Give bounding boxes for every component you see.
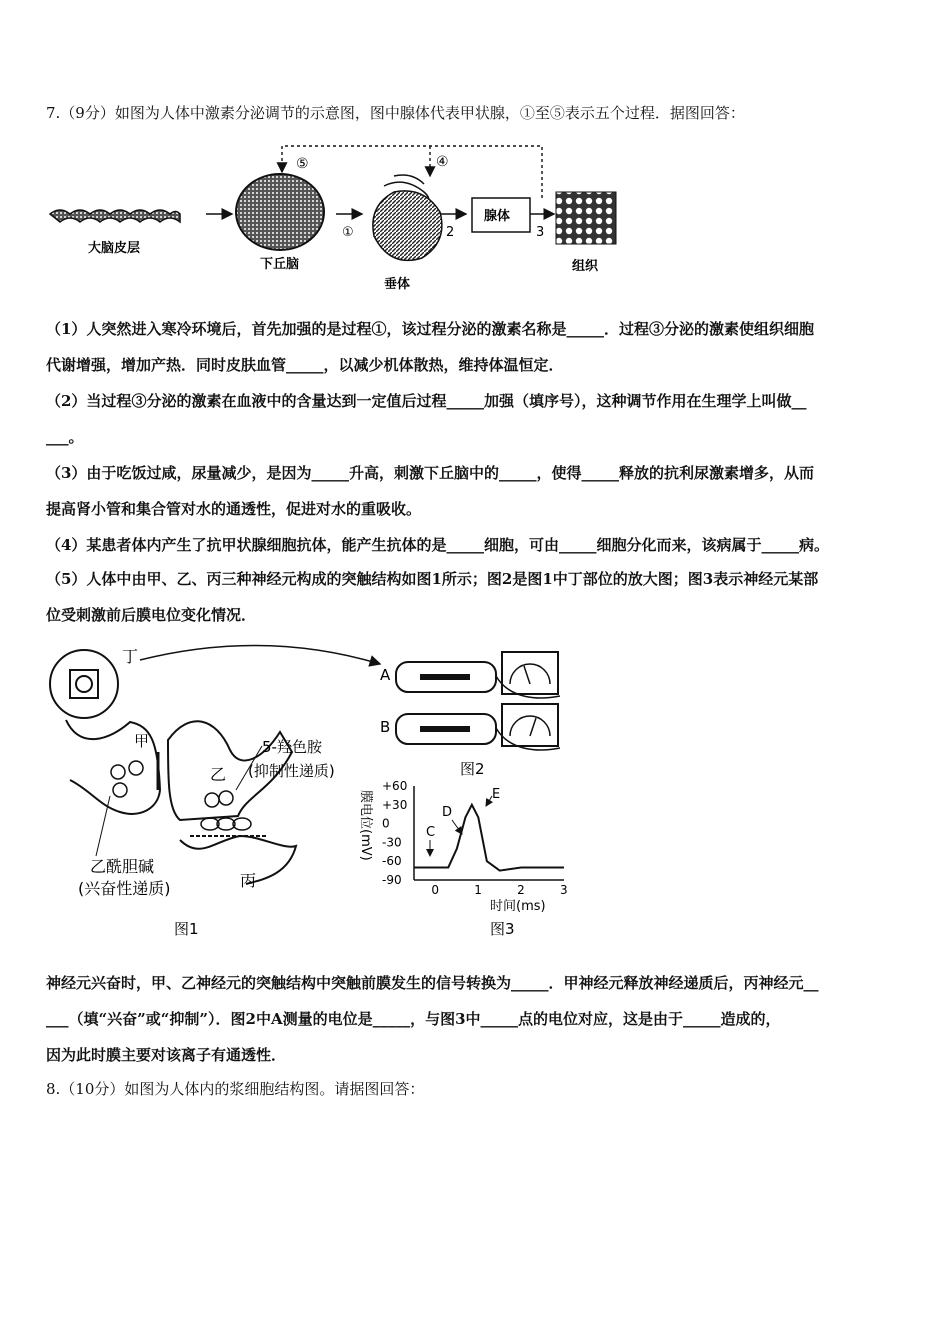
- process-4-label: ④: [436, 154, 449, 170]
- tissue-shape: [556, 192, 616, 244]
- q8-stem: 8.（10分）如图为人体内的浆细胞结构图。请据图回答：: [46, 1080, 425, 1098]
- q7-part4-line1: （4）某患者体内产生了抗甲状腺细胞抗体，能产生抗体的是_____细胞，可由_____细胞分化而来，该病属于_____病。: [46, 536, 829, 554]
- gland-label: 腺体: [484, 209, 511, 224]
- q7-tail-line2: ___（填“兴奋”或“抑制”）．图2中A测量的电位是_____，与图3中_____点的电位对应，这是由于_____造成的，: [46, 1010, 781, 1028]
- fig3-xlabel: 时间(ms): [490, 899, 546, 914]
- hormone-regulation-diagram: [44, 136, 644, 296]
- bing-label: 丙: [240, 871, 257, 890]
- q7-part2-line2: ___。: [46, 428, 84, 446]
- cortex-shape: [50, 210, 180, 222]
- fig3-ytick-label: -90: [382, 873, 402, 887]
- pituitary-label: 垂体: [384, 277, 411, 292]
- jia-label: 甲: [134, 732, 150, 750]
- feedback-5-line: [282, 146, 542, 198]
- serotonin-note: (抑制性递质): [248, 762, 335, 780]
- ding-circle: [50, 650, 118, 718]
- fig3-chart: [358, 779, 568, 938]
- serotonin-label: 5-羟色胺: [262, 738, 322, 756]
- hypothalamus-label: 下丘脑: [260, 257, 300, 272]
- fig3-ytick-label: -60: [382, 854, 402, 869]
- hypothalamus-shape: [236, 174, 324, 250]
- q7-stem: 7.（9分）如图为人体中激素分泌调节的示意图，图中腺体代表甲状腺，①至⑤表示五个过程．据图回答：: [46, 104, 745, 122]
- fig2-A-label: A: [380, 666, 391, 684]
- neuron-bing: [180, 836, 296, 884]
- process-3-label: 3: [536, 225, 545, 240]
- q7-part1-line2: 代谢增强，增加产热．同时皮肤血管_____，以减少机体散热，维持体温恒定．: [46, 356, 564, 374]
- fig3-xtick-label: 1: [474, 883, 482, 897]
- fig3-xtick-label: 2: [517, 883, 525, 897]
- fig3-xtick-label: 3: [560, 883, 568, 897]
- fig2-B-label: B: [380, 718, 391, 736]
- fig3-ytick-label: 0: [382, 816, 390, 831]
- process-1-label: ①: [342, 225, 354, 240]
- process-5-label: ⑤: [296, 156, 309, 172]
- tissue-label: 组织: [572, 259, 599, 274]
- q7-tail-line3: 因为此时膜主要对该离子有通透性．: [46, 1046, 287, 1064]
- fig3-ytick-label: -30: [382, 835, 402, 850]
- fig3-D-label: D: [442, 805, 453, 820]
- fig3-ytick-label: +30: [382, 797, 408, 812]
- fig3-xtick-label: 0: [431, 883, 440, 897]
- fig1-label: 图1: [174, 920, 199, 938]
- ach-label: 乙酰胆碱: [90, 857, 155, 876]
- fig3-series-line: [414, 805, 564, 871]
- pituitary-shape: [373, 191, 442, 261]
- q7-part3-line2: 提高肾小管和集合管对水的通透性，促进对水的重吸收。: [46, 500, 422, 518]
- synapse-figures: [40, 640, 580, 945]
- q7-part5-line1: （5）人体中由甲、乙、丙三种神经元构成的突触结构如图1所示；图2是图1中丁部位的放大图；图3表示神经元某部: [46, 570, 819, 588]
- q7-part3-line1: （3）由于吃饭过咸，尿量减少，是因为_____升高，刺激下丘脑中的_____，使得_____释放的抗利尿激素增多，从而: [46, 464, 814, 482]
- q7-part5-line2: 位受刺激前后膜电位变化情况．: [46, 606, 257, 624]
- yi-label: 乙: [210, 765, 227, 784]
- fig3-ylabel: 膜电位(mV): [358, 790, 373, 861]
- fig3-label: 图3: [490, 920, 515, 938]
- fig3-ytick-label: +60: [382, 779, 408, 793]
- q7-part2-line1: （2）当过程③分泌的激素在血液中的含量达到一定值后过程_____加强（填序号），这种调节作用在生理学上叫做__: [46, 392, 807, 410]
- q7-tail-line1: 神经元兴奋时，甲、乙神经元的突触结构中突触前膜发生的信号转换为_____．甲神经元释放神经递质后，丙神经元__: [46, 974, 819, 992]
- fig2-label: 图2: [460, 760, 485, 778]
- cortex-label: 大脑皮层: [88, 241, 141, 256]
- meter-B: [502, 704, 558, 746]
- fig3-E-label: E: [492, 787, 501, 802]
- ding-label: 丁: [122, 647, 139, 666]
- fig3-C-label: C: [426, 825, 436, 840]
- q7-part1-line1: （1）人突然进入寒冷环境后，首先加强的是过程①，该过程分泌的激素名称是_____．过程③分泌的激素使组织细胞: [46, 320, 814, 338]
- process-2-label: 2: [446, 225, 455, 240]
- ach-note: (兴奋性递质): [78, 879, 171, 898]
- meter-A: [502, 652, 558, 694]
